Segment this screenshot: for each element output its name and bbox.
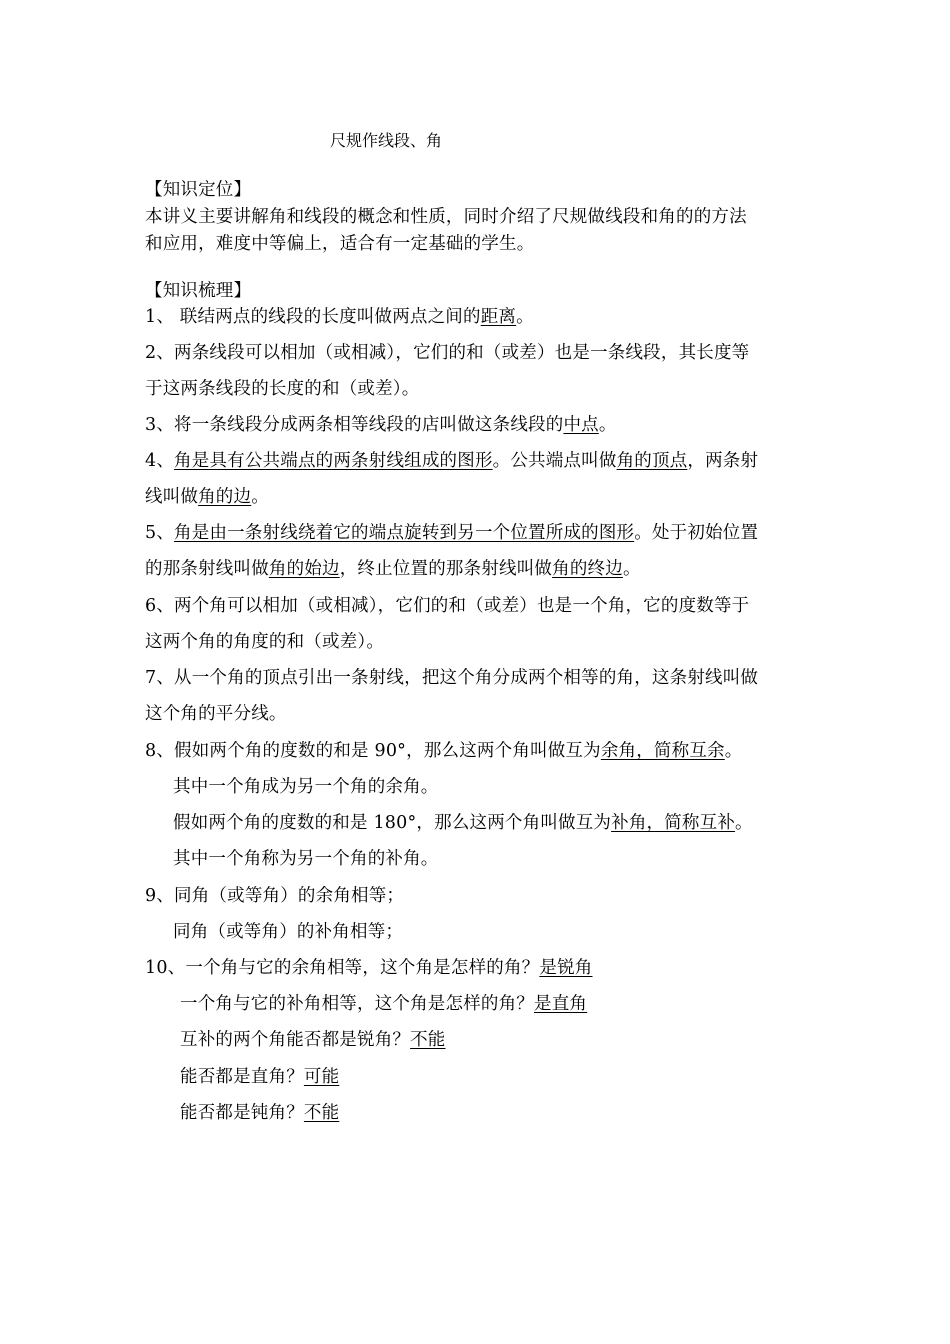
underlined-term: 角的顶点	[616, 451, 688, 471]
list-item-4-line-1: 4、角是具有公共端点的两条射线组成的图形。公共端点叫做角的顶点，两条射	[145, 451, 759, 471]
list-item-8-line-4: 其中一个角称为另一个角的补角。	[173, 849, 439, 869]
underlined-term: 余角，简称互余	[600, 741, 725, 761]
underlined-answer: 不能	[303, 1103, 340, 1123]
list-item-10-line-5: 能否都是钝角？不能	[180, 1103, 340, 1123]
underlined-term: 角是具有公共端点的两条射线组成的图形	[174, 451, 493, 471]
underlined-term: 中点	[563, 415, 599, 435]
list-item-4-line-2: 线叫做角的边。	[145, 487, 269, 507]
list-item-8-line-3: 假如两个角的度数的和是 180°，那么这两个角叫做互为补角，简称互补。	[173, 813, 753, 833]
list-item-2-line-1: 2、两条线段可以相加（或相减），它们的和（或差）也是一条线段，其长度等	[145, 343, 750, 363]
underlined-term: 角的终边	[552, 559, 623, 579]
intro-line-2: 和应用，难度中等偏上，适合有一定基础的学生。	[145, 234, 535, 254]
underlined-term: 距离	[480, 307, 517, 327]
list-item-9-line-2: 同角（或等角）的补角相等；	[173, 922, 404, 942]
section-heading-review: 【知识梳理】	[145, 281, 252, 301]
list-item-10-line-2: 一个角与它的补角相等，这个角是怎样的角？是直角	[180, 994, 588, 1014]
list-item-5-line-1: 5、角是由一条射线绕着它的端点旋转到另一个位置所成的图形。处于初始位置	[145, 523, 759, 543]
list-item-7-line-1: 7、从一个角的顶点引出一条射线，把这个角分成两个相等的角，这条射线叫做	[145, 668, 759, 688]
list-item-10-line-1: 10、一个角与它的余角相等，这个角是怎样的角？是锐角	[145, 958, 593, 978]
list-item-8-line-2: 其中一个角成为另一个角的余角。	[173, 777, 439, 797]
section-heading-positioning: 【知识定位】	[145, 180, 252, 200]
intro-line-1: 本讲义主要讲解角和线段的概念和性质，同时介绍了尺规做线段和角的的方法	[145, 207, 747, 227]
underlined-answer: 可能	[303, 1067, 340, 1087]
list-item-6-line-2: 这两个角的角度的和（或差）。	[145, 632, 385, 652]
list-item-10-line-4: 能否都是直角？可能	[180, 1067, 340, 1087]
list-item-2-line-2: 于这两条线段的长度的和（或差）。	[145, 379, 420, 399]
list-item-3: 3、将一条线段分成两条相等线段的店叫做这条线段的中点。	[145, 415, 617, 435]
list-item-8-line-1: 8、假如两个角的度数的和是 90°，那么这两个角叫做互为余角，简称互余。	[145, 741, 743, 761]
underlined-term: 角的始边	[268, 559, 340, 579]
list-item-6-line-1: 6、两个角可以相加（或相减），它们的和（或差）也是一个角，它的度数等于	[145, 596, 750, 616]
underlined-answer: 是直角	[534, 994, 588, 1014]
list-item-9-line-1: 9、同角（或等角）的余角相等；	[145, 886, 405, 906]
list-item-1: 1、 联结两点的线段的长度叫做两点之间的距离。	[145, 307, 534, 327]
underlined-term: 角是由一条射线绕着它的端点旋转到另一个位置所成的图形	[174, 523, 635, 543]
document-title: 尺规作线段、角	[330, 131, 443, 150]
list-item-10-line-3: 互补的两个角能否都是锐角？不能	[180, 1030, 446, 1050]
underlined-term: 角的边	[198, 487, 252, 507]
list-item-5-line-2: 的那条射线叫做角的始边，终止位置的那条射线叫做角的终边。	[145, 559, 641, 579]
underlined-term: 补角，简称互补	[611, 813, 736, 833]
underlined-answer: 不能	[410, 1030, 446, 1050]
list-item-7-line-2: 这个角的平分线。	[145, 704, 287, 724]
underlined-answer: 是锐角	[539, 958, 593, 978]
